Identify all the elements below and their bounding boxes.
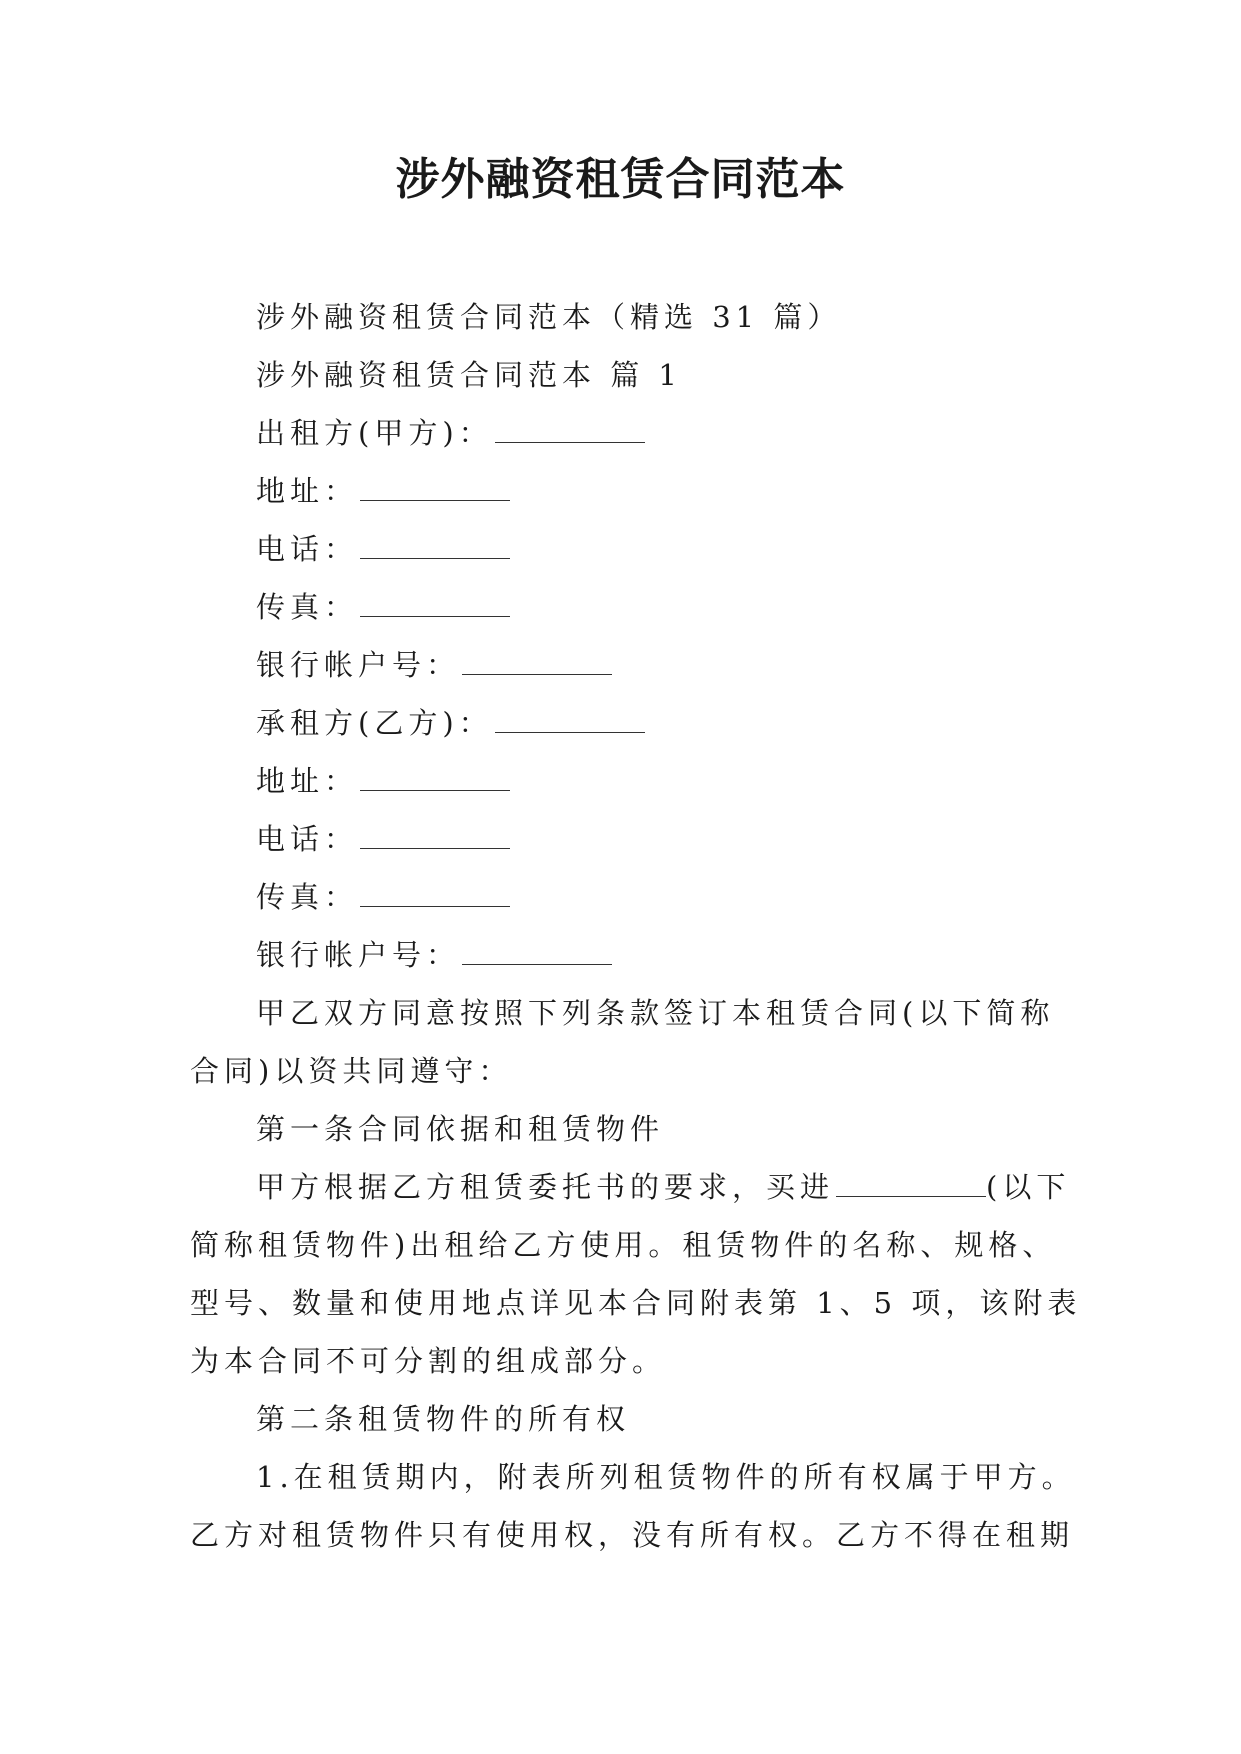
text-line: 甲方根据乙方租赁委托书的要求，买进 (以下 <box>256 1170 1071 1204</box>
fill-in-blank <box>836 1176 986 1197</box>
fill-in-blank <box>360 770 510 791</box>
text-line: 乙方对租赁物件只有使用权，没有所有权。乙方不得在租期 <box>190 1518 1075 1552</box>
text-line: 涉外融资租赁合同范本 篇 1 <box>256 358 682 392</box>
fill-in-blank <box>462 654 612 675</box>
text-line: 出租方(甲方)： <box>190 404 1052 462</box>
section-heading: 第一条合同依据和租赁物件 <box>256 1112 665 1146</box>
text-line: 银行帐户号： <box>190 926 1052 984</box>
fill-in-blank <box>462 944 612 965</box>
text-line: 电话： <box>190 810 1052 868</box>
text-line: 简称租赁物件)出租给乙方使用。租赁物件的名称、规格、 <box>190 1228 1057 1262</box>
text-line: 承租方(乙方)： <box>190 694 1052 752</box>
fill-in-blank <box>495 422 645 443</box>
text-line: 型号、数量和使用地点详见本合同附表第 1、5 项，该附表 <box>190 1286 1082 1320</box>
text-line: 地址： <box>190 752 1052 810</box>
fill-in-blank <box>360 596 510 617</box>
text-line: 传真： <box>190 578 1052 636</box>
fill-in-blank <box>360 480 510 501</box>
text-line: 传真： <box>190 868 1052 926</box>
fill-in-blank <box>360 828 510 849</box>
fill-in-blank <box>495 712 645 733</box>
fill-in-blank <box>360 886 510 907</box>
text-line: 地址： <box>190 462 1052 520</box>
text-line: 银行帐户号： <box>190 636 1052 694</box>
text-line: 1.在租赁期内，附表所列租赁物件的所有权属于甲方。 <box>256 1460 1076 1494</box>
document-title: 涉外融资租赁合同范本 <box>395 154 846 205</box>
text-line: 合同)以资共同遵守： <box>190 1054 513 1088</box>
text-line: 电话： <box>190 520 1052 578</box>
text-line: 为本合同不可分割的组成部分。 <box>190 1344 667 1378</box>
document-body <box>190 288 1082 1564</box>
text-line: 甲乙双方同意按照下列条款签订本租赁合同(以下简称 <box>256 996 1055 1030</box>
section-heading: 第二条租赁物件的所有权 <box>256 1402 631 1436</box>
text-line: 涉外融资租赁合同范本（精选 31 篇） <box>256 300 842 334</box>
fill-in-blank <box>360 538 510 559</box>
